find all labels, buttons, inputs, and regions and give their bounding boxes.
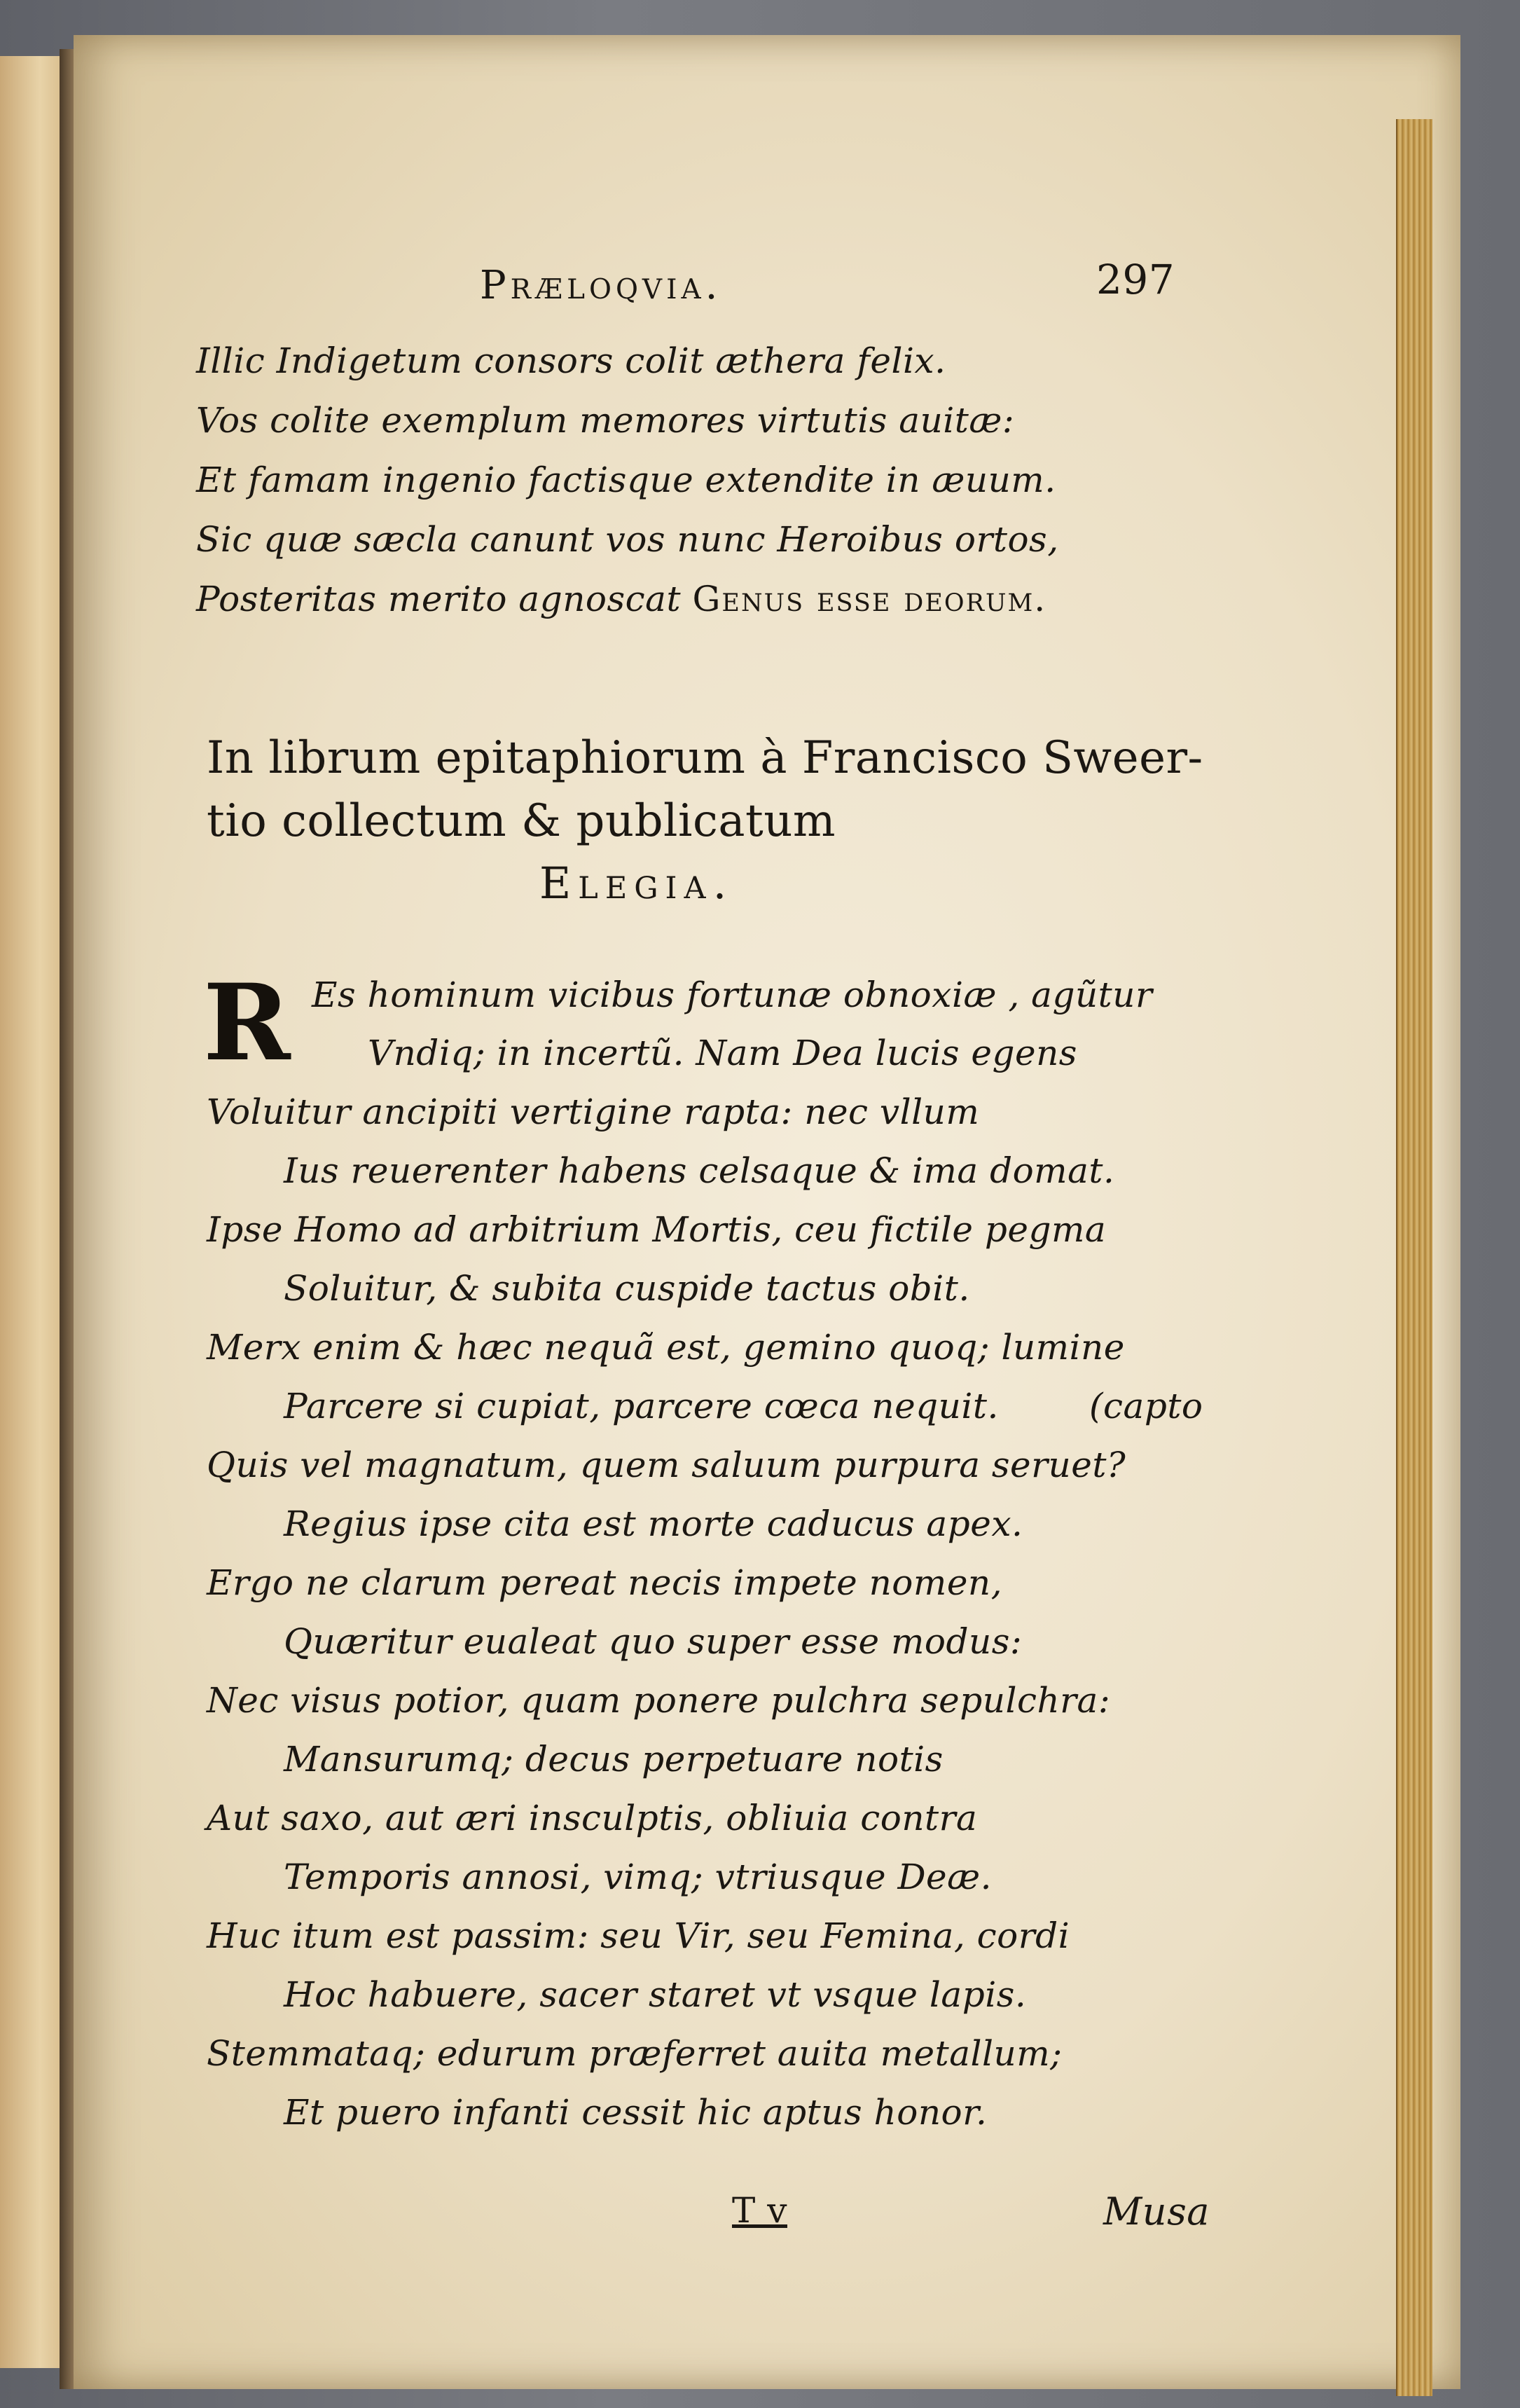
elegy-turnover-word: (capto xyxy=(1089,1386,1203,1426)
running-header: Præloqvia. xyxy=(480,263,722,308)
elegy-line: Ergo ne clarum pereat necis impete nomen, xyxy=(207,1562,1003,1603)
elegy-line: Et puero infanti cessit hic aptus honor. xyxy=(284,2092,988,2133)
elegy-line: Stemmataq; edurum præferret auita metallum; xyxy=(207,2033,1063,2074)
elegy-line: Quæritur eualeat quo super esse modus: xyxy=(284,1621,1023,1662)
elegy-line: Nec visus potior, quam ponere pulchra sepulchra: xyxy=(207,1680,1111,1721)
verse-line: Vos colite exemplum memores virtutis auitæ: xyxy=(196,400,1015,441)
elegy-line: Mansurumq; decus perpetuare notis xyxy=(284,1739,944,1780)
verse-line: Et famam ingenio factisque extendite in æuum. xyxy=(196,460,1056,500)
verse-line-final xyxy=(196,579,1047,619)
signature-mark: T v xyxy=(732,2190,787,2231)
verse-text: Posteritas merito agnoscat xyxy=(196,579,682,619)
elegy-line: Ius reuerenter habens celsaque & ima domat. xyxy=(284,1150,1115,1191)
elegy-line: Temporis annosi, vimq; vtriusque Deæ. xyxy=(284,1857,993,1897)
elegy-heading-line1: In librum epitaphiorum à Francisco Sweer- xyxy=(207,732,1203,784)
elegy-line: Ipse Homo ad arbitrium Mortis, ceu fictile pegma xyxy=(207,1209,1107,1250)
elegy-line: Hoc habuere, sacer staret vt vsque lapis. xyxy=(284,1974,1027,2015)
elegy-line: Soluitur, & subita cuspide tactus obit. xyxy=(284,1268,970,1309)
elegy-line: Regius ipse cita est morte caducus apex. xyxy=(284,1504,1023,1544)
elegy-line: Parcere si cupiat, parcere cœca nequit. xyxy=(284,1386,999,1426)
gilt-page-edges xyxy=(1396,119,1432,2396)
book-page xyxy=(74,35,1460,2389)
elegy-line: Vndiq; in incertũ. Nam Dea lucis egens xyxy=(368,1033,1077,1073)
elegy-line: Aut saxo, aut æri insculptis, obliuia contra xyxy=(207,1798,978,1838)
verse-line: Illic Indigetum consors colit æthera felix. xyxy=(196,340,946,381)
elegy-line: Quis vel magnatum, quem saluum purpura seruet? xyxy=(207,1445,1126,1485)
facing-page-edge xyxy=(0,56,69,2368)
catchword: Musa xyxy=(1103,2189,1210,2234)
elegy-heading-line2: tio collectum & publicatum xyxy=(207,795,836,847)
elegy-line: Es hominum vicibus fortunæ obnoxiæ , agũtur xyxy=(312,975,1153,1015)
elegy-line: Merx enim & hæc nequã est, gemino quoq; lumine xyxy=(207,1327,1125,1368)
verse-line: Sic quæ sæcla canunt vos nunc Heroibus ortos, xyxy=(196,519,1059,560)
elegy-line: Huc itum est passim: seu Vir, seu Femina, cordi xyxy=(207,1915,1070,1956)
verse-small-caps: Genus esse deorum. xyxy=(692,579,1047,619)
drop-cap: R xyxy=(203,961,291,1085)
elegy-line: Voluitur ancipiti vertigine rapta: nec vllum xyxy=(207,1092,980,1132)
elegy-subtitle: Elegia. xyxy=(539,858,734,909)
page-number: 297 xyxy=(1096,256,1175,303)
